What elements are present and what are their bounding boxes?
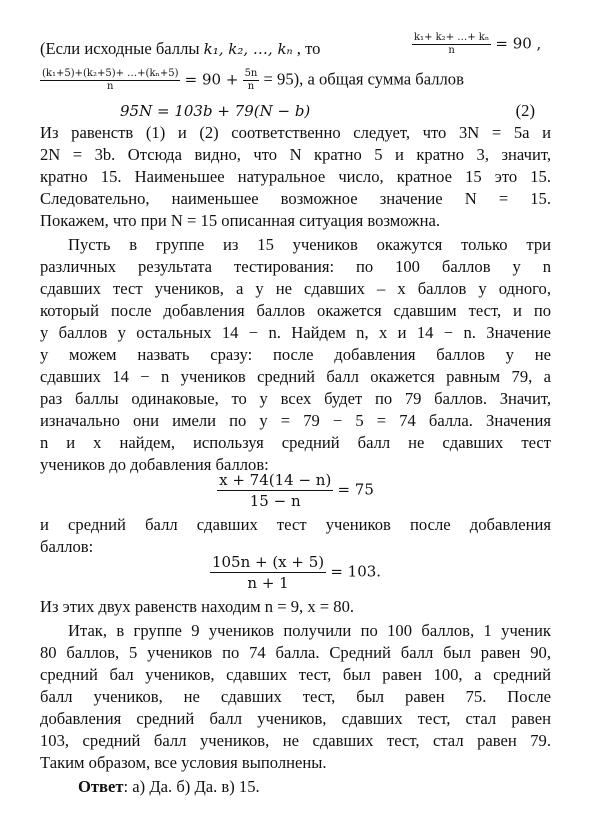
fraction-denominator: n xyxy=(448,45,455,56)
text-line: n и x найдем, используя средний балл не сдавших тест xyxy=(40,433,551,452)
fraction-sum-plus5 xyxy=(40,68,180,93)
text-line: Из равенств (1) и (2) соответственно следует, что 3N = 5a и xyxy=(40,123,551,142)
answer-line xyxy=(40,776,551,798)
text-line: сдавших 14 − n учеников средний балл окажется равным 79, а xyxy=(40,367,551,386)
fraction-denominator: n + 1 xyxy=(247,574,289,592)
text-line: Итак, в группе 9 учеников получили по 100 баллов, 1 ученик xyxy=(68,621,551,640)
answer-text: : а) Да. б) Да. в) 15. xyxy=(123,777,260,796)
equation-number: (2) xyxy=(515,101,535,120)
text-line: Пусть в группе из 15 учеников окажутся только три xyxy=(68,235,551,254)
fraction-denominator: 15 − n xyxy=(249,492,301,510)
equation-3 xyxy=(40,470,551,520)
text-line: сдавших тест учеников, а у не сдавших – x баллов у одного, xyxy=(40,279,551,298)
text-line: раз баллы одинаковые, то у всех будет по 79 баллов. Значит, xyxy=(40,389,551,408)
text-line: Следовательно, наименьшее возможное значение N = 15. xyxy=(40,189,551,208)
equation-rhs: = 75 xyxy=(337,480,374,499)
equation-rhs: = 103. xyxy=(330,562,382,581)
fraction-numerator: 105n + (x + 5) xyxy=(211,553,325,571)
text-line: баллов: xyxy=(40,537,94,556)
text-line: и средний балл сдавших тест учеников после добавления xyxy=(40,515,551,534)
equation-4 xyxy=(40,552,551,602)
text-line: Таким образом, все условия выполнены. xyxy=(40,753,327,772)
text-span: = 95), а общая сумма баллов xyxy=(263,69,464,89)
fraction-5n xyxy=(243,68,260,93)
text-line: 103, средний балл учеников, не сдавших тест, стал равен 79. xyxy=(40,731,551,750)
equals-90-plus: = 90 + xyxy=(184,70,239,89)
text-line: y баллов у остальных 14 − n. Найдем n, x и 14 − n. Значение xyxy=(40,323,551,342)
text-line: учеников до добавления баллов: xyxy=(40,455,269,474)
text-line: изначально они имели по y = 79 − 5 = 74 балла. Значения xyxy=(40,411,551,430)
fraction-denominator: n xyxy=(247,81,255,92)
text-line: Из этих двух равенств находим n = 9, x = 80. xyxy=(40,597,355,616)
intro-line-2 xyxy=(40,68,551,93)
fraction-avg xyxy=(412,32,491,57)
text-line: добавления средний балл учеников, сдавших тест, стал равен xyxy=(40,709,551,728)
text-line: 2N = 3b. Отсюда видно, что N кратно 5 и кратно 3, значит, xyxy=(40,145,551,164)
text-line: средний бал учеников, сдавших тест, был равен 100, а средний xyxy=(40,665,551,684)
intro-line-1 xyxy=(40,32,551,60)
text-line: y можем назвать сразу: после добавления баллов у не xyxy=(40,345,551,364)
text-span: , то xyxy=(292,39,321,58)
text-line: различных результата тестирования: по 100 баллов у n xyxy=(40,257,551,276)
text-line: кратно 15. Наименьшее натуральное число, кратное 15 это 15. xyxy=(40,167,551,186)
text-line: балл учеников, не сдавших тест, был равен 75. После xyxy=(40,687,551,706)
text-line: 80 баллов, 5 учеников по 74 балла. Средний балл был равен 90, xyxy=(40,643,551,662)
equals-90: = 90 , xyxy=(495,34,542,53)
fraction-numerator: 5n xyxy=(244,68,258,79)
fraction-eq4 xyxy=(210,552,326,593)
text-line: Покажем, что при N = 15 описанная ситуация возможна. xyxy=(40,211,441,230)
text-line: который после добавления баллов окажется сдавшим тест, и по xyxy=(40,301,551,320)
answer-label: Ответ xyxy=(78,777,124,796)
fraction-numerator: (k₁+5)+(k₂+5)+ …+(kₙ+5) xyxy=(42,68,179,79)
fraction-eq3 xyxy=(217,470,333,511)
fraction-numerator: k₁+ k₂+ …+ kₙ xyxy=(414,32,490,43)
fraction-numerator: x + 74(14 − n) xyxy=(219,471,332,489)
math-seq: k₁, k₂, …, kₙ xyxy=(203,40,293,58)
equation-expression: 95N = 103b + 79(N − b) xyxy=(120,102,311,120)
fraction-denominator: n xyxy=(107,81,114,92)
text-span: (Если исходные баллы xyxy=(40,39,204,58)
